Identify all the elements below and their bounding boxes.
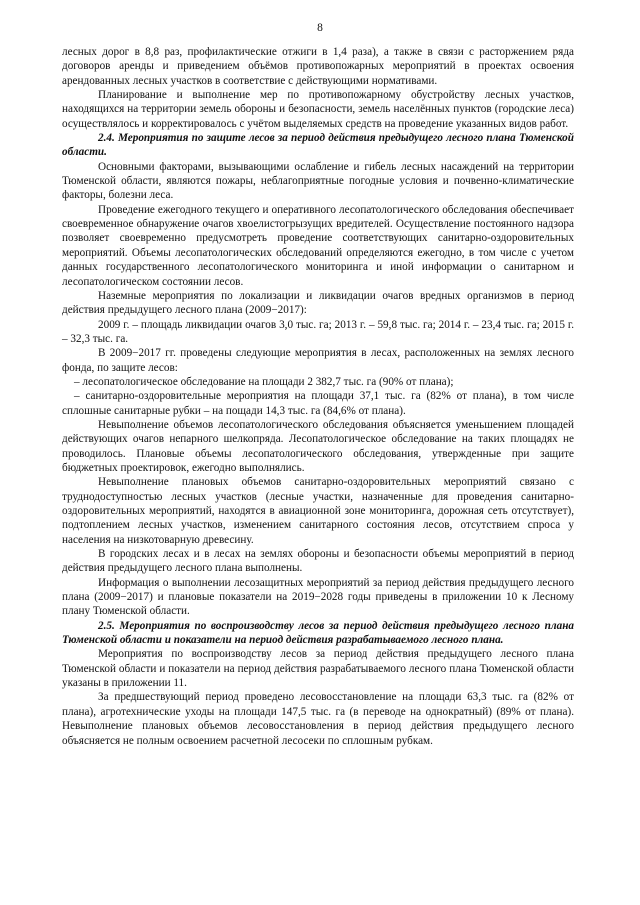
paragraph: Невыполнение плановых объемов санитарно-оздоровительных мероприятий связано с труднодоступностью лесных участков (лесные участки, назначенные для проведения санитарно-оздоровительных мероприятий, находятся в авиационной зоне мониторинга, дорожная сеть отсутствует), подтоплением лесных участков, изменением санитарного состояния лесов, отсутствием спроса у населения на низкотоварную древесину. — [62, 476, 574, 546]
paragraph: В городских лесах и в лесах на землях обороны и безопасности объемы мероприятий в период действия предыдущего лесного плана выполнены. — [62, 548, 574, 575]
page-number: 8 — [317, 22, 323, 34]
paragraph: Проведение ежегодного текущего и оперативного лесопатологического обследования обеспечивает своевременное обнаружение очагов хвоелистогрызущих вредителей. Осуществление постоянного надзора позволяет своевременно предусмотреть проведение соответствующих санитарно-оздоровительных мероприятий. Объемы лесопатологических обследований определяются ежегодно, в том числе с учетом данных государственного лесопатологического мониторинга и иной информации о санитарном и лесопатологическом состоянии лесов. — [62, 203, 574, 288]
section-heading-2-4: 2.4. Мероприятия по защите лесов за период действия предыдущего лесного плана Тюменской области. — [62, 132, 574, 159]
paragraph: Невыполнение объемов лесопатологического обследования объясняется уменьшением площадей действующих очагов непарного шелкопряда. Лесопатологическое обследование на таких площадях не проводилось. Плановые объемы лесопатологического обследования, утвержденные при защите бюджетных проектировок, ежегодно выполнялись. — [62, 418, 574, 474]
section-heading-2-5: 2.5. Мероприятия по воспроизводству лесов за период действия предыдущего лесного плана Тюменской области и показатели на период действия разрабатываемого лесного плана. — [62, 619, 574, 647]
paragraph-continuation: лесных дорог в 8,8 раз, профилактические отжиги в 1,4 раза), а также в связи с расторжением ряда договоров аренды и приведением объёмов противопожарных мероприятий в проектах освоения арендованных лесных участков в соответствие с действующими нормативами. — [62, 46, 574, 87]
list-item: – санитарно-оздоровительные мероприятия на площади 37,1 тыс. га (82% от плана), в том числе сплошные санитарные рубки – на пощади 14,3 тыс. га (84,6% от плана). — [62, 390, 574, 417]
paragraph: Планирование и выполнение мер по противопожарному обустройству лесных участков, находящихся на территории земель обороны и безопасности, земель населённых пунктов (городские леса) осуществлялось и корректировалось с учётом выделяемых средств на проведение указанных видов работ. — [62, 89, 574, 130]
paragraph: 2009 г. – площадь ликвидации очагов 3,0 тыс. га; 2013 г. – 59,8 тыс. га; 2014 г. – 23,4 тыс. га; 2015 г. – 32,3 тыс. га. — [62, 318, 574, 345]
document-body — [62, 45, 574, 748]
paragraph: Основными факторами, вызывающими ослабление и гибель лесных насаждений на территории Тюменской области, являются пожары, неблагоприятные погодные условия и почвенно-климатические факторы, болезни леса. — [62, 160, 574, 202]
paragraph: Наземные мероприятия по локализации и ликвидации очагов вредных организмов в период действия предыдущего лесного плана (2009−2017): — [62, 289, 574, 317]
paragraph: Информация о выполнении лесозащитных мероприятий за период действия предыдущего лесного плана (2009−2017) и плановые показатели на 2019−2028 годы приведены в приложении 10 к Лесному плану Тюменской области. — [62, 576, 574, 618]
list-item: – лесопатологическое обследование на площади 2 382,7 тыс. га (90% от плана); — [74, 375, 454, 388]
paragraph: Мероприятия по воспроизводству лесов за период действия предыдущего лесного плана Тюменской области и показатели на период действия разрабатываемого лесного плана Тюменской области указаны в приложении 11. — [62, 648, 574, 690]
paragraph: За предшествующий период проведено лесовосстановление на площади 63,3 тыс. га (82% от плана), агротехнические уходы на площади 147,5 тыс. га (в переводе на однократный) (89% от плана). Невыполнение плановых объемов лесовосстановления в период действия предыдущего лесного объясняется не полным освоением расчетной лесосеки по сплошным рубкам. — [62, 691, 574, 747]
paragraph: В 2009−2017 гг. проведены следующие мероприятия в лесах, расположенных на землях лесного фонда, по защите лесов: — [62, 347, 574, 374]
